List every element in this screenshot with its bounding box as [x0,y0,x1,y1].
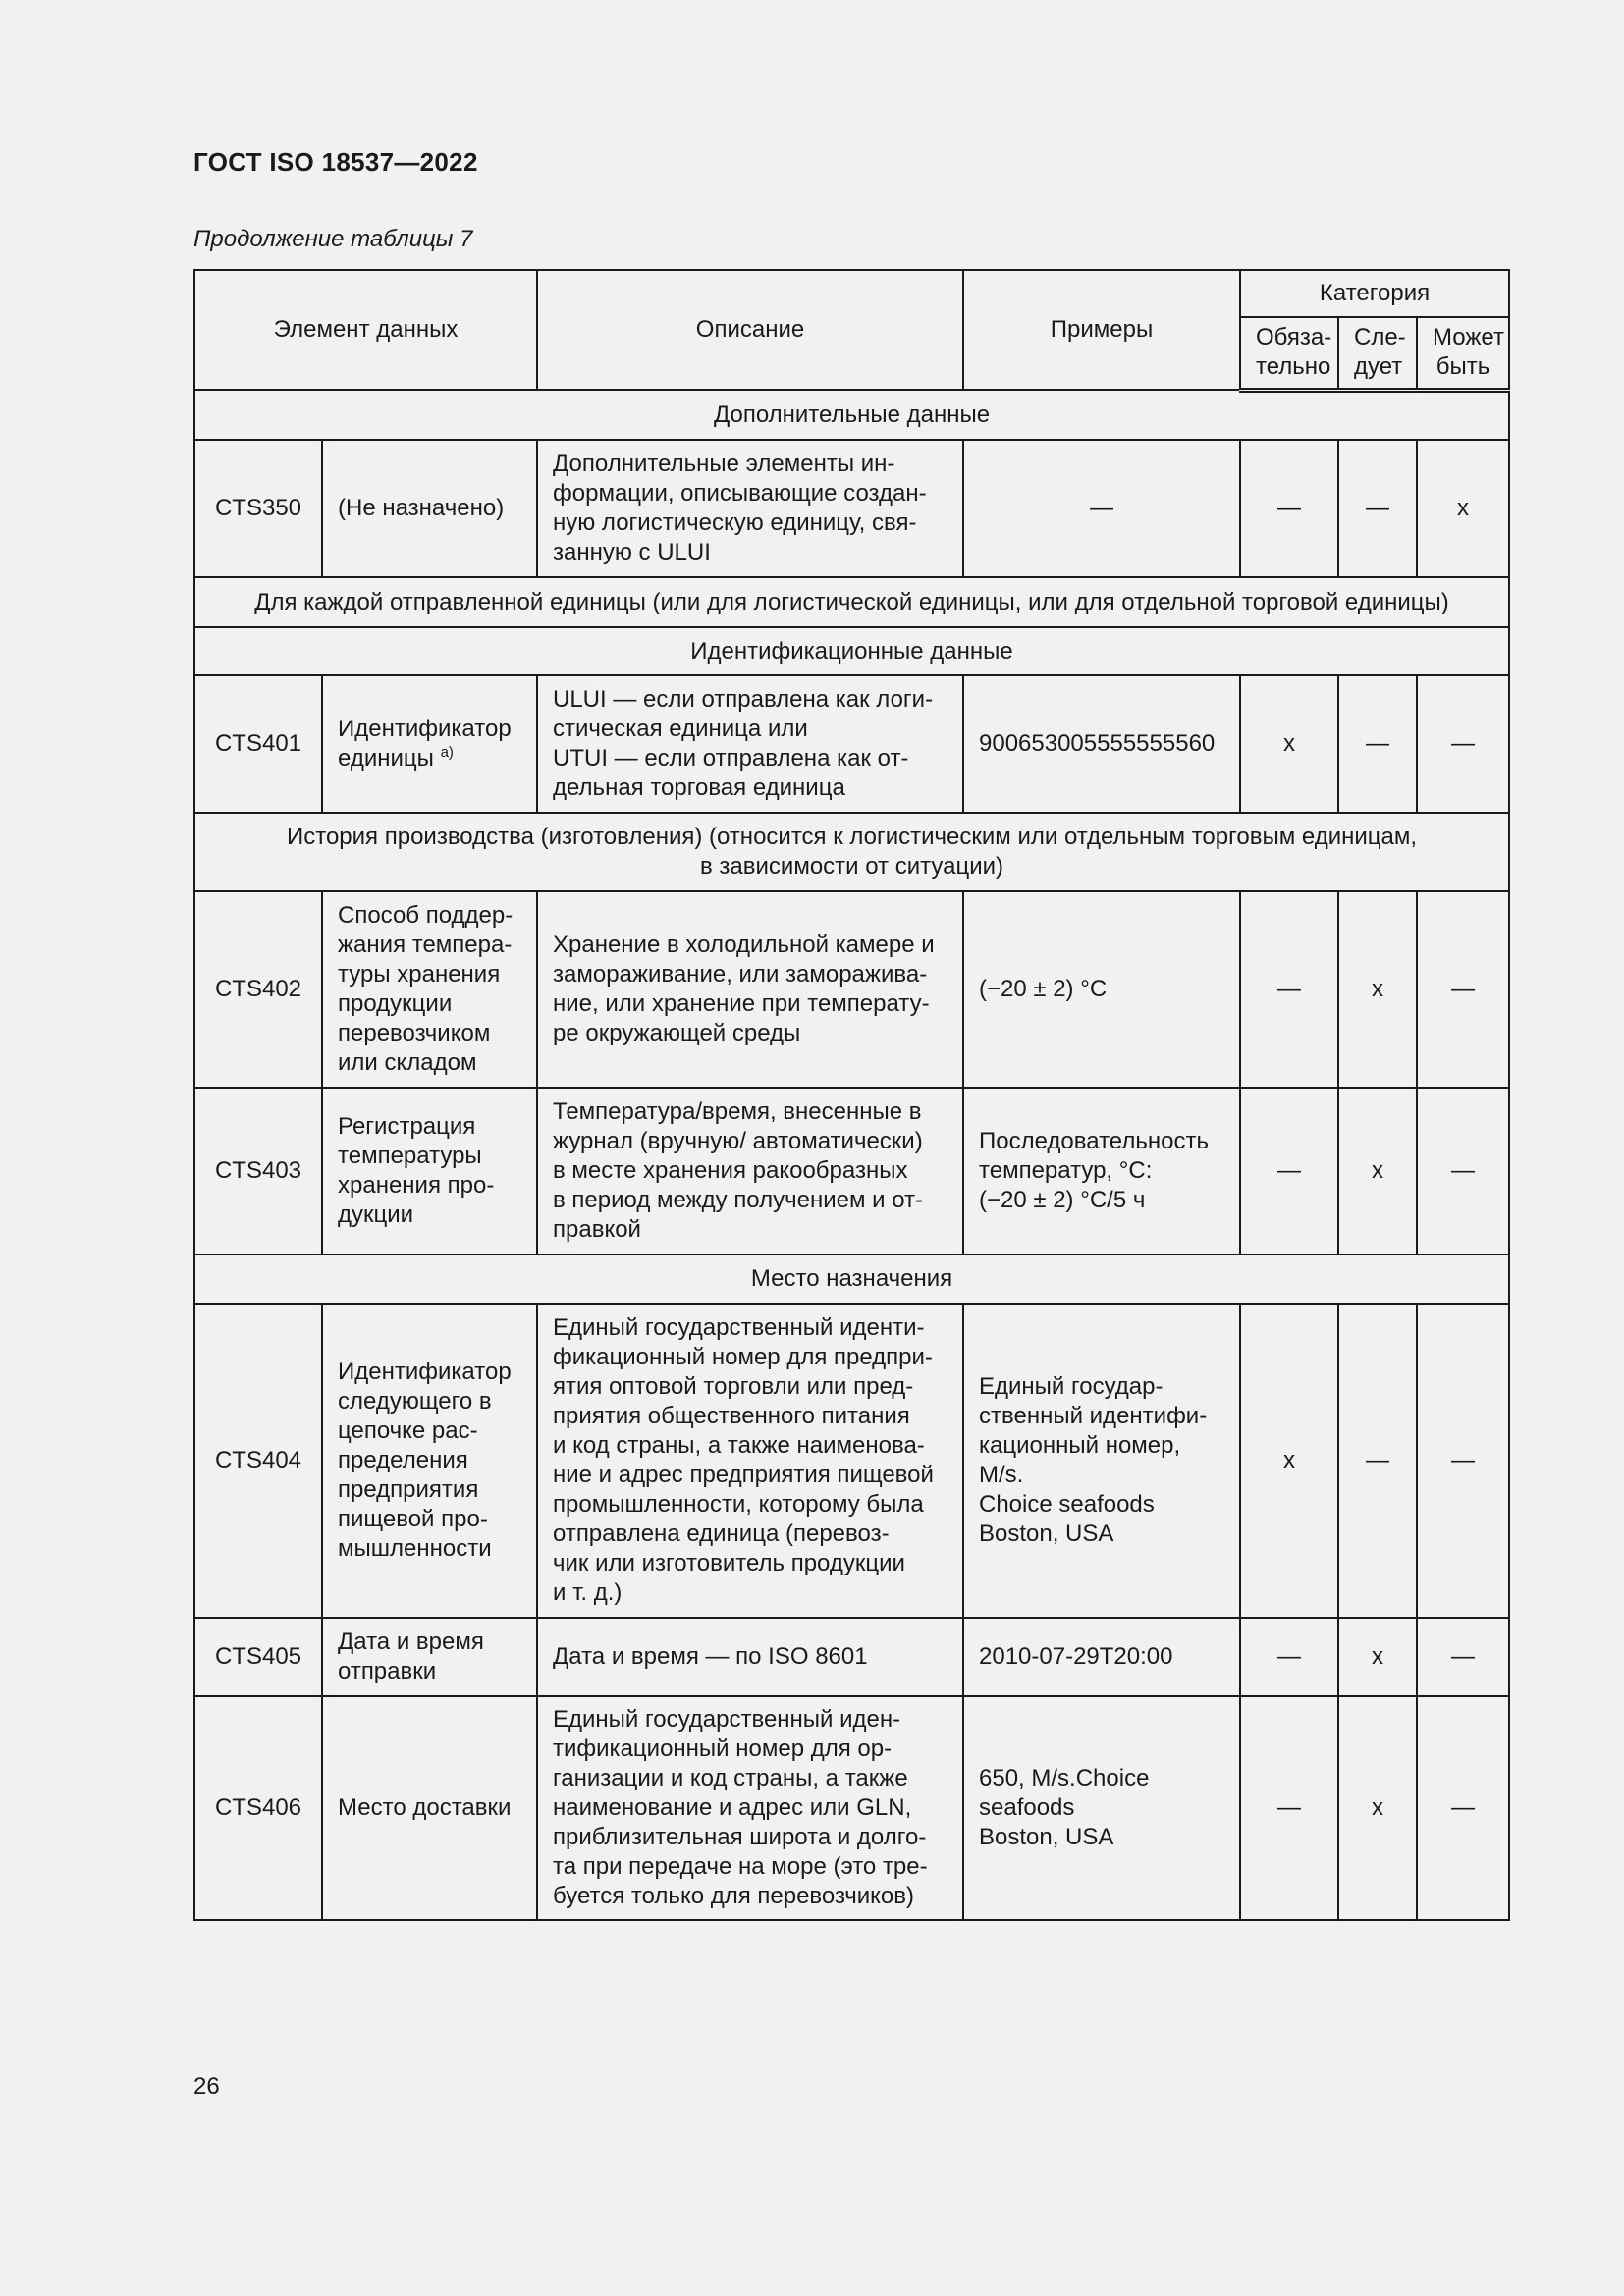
row-should: — [1338,440,1417,577]
row-should: x [1338,1696,1417,1920]
data-table [193,269,1510,1921]
section-production-history: История производства (изготовления) (относится к логистическим или отдельным торговым единицам, в зависимости от ситуации) [194,813,1509,891]
section-each-unit: Для каждой отправленной единицы (или для логистической единицы, или для отдельной торговой единицы) [194,577,1509,627]
row-code: CTS401 [194,675,322,813]
row-name: Место доставки [322,1696,537,1920]
row-must: — [1240,1088,1338,1255]
row-should: x [1338,1618,1417,1696]
table-row [194,1304,1509,1618]
row-code: CTS403 [194,1088,322,1255]
table-row [194,1088,1509,1255]
row-must: — [1240,1618,1338,1696]
table-caption: Продолжение таблицы 7 [193,226,473,252]
section-additional-data: Дополнительные данные [194,390,1509,440]
row-may: — [1417,675,1509,813]
row-name: Идентификатор единицы $^{а)}$ [322,675,537,813]
row-must: x [1240,1304,1338,1618]
row-example: 650, M/s.Choice seafoods Boston, USA [963,1696,1240,1920]
table-row [194,1618,1509,1696]
row-must: — [1240,440,1338,577]
row-example: 2010-07-29T20:00 [963,1618,1240,1696]
row-description: Температура/время, внесенные в журнал (вручную/ автоматически) в месте хранения ракообразных в период между получением и от- правкой [537,1088,963,1255]
header-cat-should: Сле- дует [1338,317,1417,390]
row-description: Дата и время — по ISO 8601 [537,1618,963,1696]
row-should: — [1338,675,1417,813]
row-must: x [1240,675,1338,813]
footnote-ref: а) [440,744,454,761]
row-code: CTS405 [194,1618,322,1696]
row-must: — [1240,891,1338,1088]
row-may: — [1417,1618,1509,1696]
table-row [194,1696,1509,1920]
row-name: Способ поддер- жания темпера- туры хранения продукции перевозчиком или складом [322,891,537,1088]
header-element: Элемент данных [194,270,537,390]
row-may: — [1417,1088,1509,1255]
row-should: x [1338,1088,1417,1255]
row-example: Последовательность температур, °C: (−20 ± 2) °C/5 ч [963,1088,1240,1255]
row-code: CTS404 [194,1304,322,1618]
section-identification: Идентификационные данные [194,627,1509,675]
header-cat-must: Обяза- тельно [1240,317,1338,390]
row-example: (−20 ± 2) °C [963,891,1240,1088]
row-code: CTS402 [194,891,322,1088]
row-name: Идентификатор следующего в цепочке рас- пределения предприятия пищевой про- мышленности [322,1304,537,1618]
row-example: — [963,440,1240,577]
header-examples: Примеры [963,270,1240,390]
table-row [194,891,1509,1088]
row-may: — [1417,891,1509,1088]
section-destination: Место назначения [194,1255,1509,1304]
row-example: Единый государ- ственный идентифи- кационный номер, M/s. Choice seafoods Boston, USA [963,1304,1240,1618]
row-should: x [1338,891,1417,1088]
row-name: (Не назначено) [322,440,537,577]
row-name: Дата и время отправки [322,1618,537,1696]
page-number: 26 [193,2073,220,2100]
row-name: Регистрация температуры хранения про- дукции [322,1088,537,1255]
row-description: Хранение в холодильной камере и замораживание, или заморажива- ние, или хранение при температу- ре окружающей среды [537,891,963,1088]
header-cat-may: Может быть [1417,317,1509,390]
row-may: — [1417,1696,1509,1920]
row-must: — [1240,1696,1338,1920]
table-row [194,675,1509,813]
table-row [194,440,1509,577]
row-description: ULUI — если отправлена как логи- стическая единица или UTUI — если отправлена как от- дельная торговая единица [537,675,963,813]
row-may: — [1417,1304,1509,1618]
row-description: Дополнительные элементы ин- формации, описывающие создан- ную логистическую единицу, свя- занную с ULUI [537,440,963,577]
row-example: 900653005555555560 [963,675,1240,813]
row-code: CTS350 [194,440,322,577]
row-description: Единый государственный иден- тификационный номер для ор- ганизации и код страны, а также наименование и адрес или GLN, приблизительная широта и долго- та при передаче на море (это тре- буется только для перевозчиков) [537,1696,963,1920]
row-code: CTS406 [194,1696,322,1920]
row-description: Единый государственный иденти- фикационный номер для предпри- ятия оптовой торговли или пред- приятия общественного питания и код страны, а также наименова- ние и адрес предприятия пищевой промышленности, которому была отправлена единица (перевоз- чик или изготовитель продукции и т. д.) [537,1304,963,1618]
row-may: x [1417,440,1509,577]
header-description: Описание [537,270,963,390]
row-should: — [1338,1304,1417,1618]
document-title: ГОСТ ISO 18537—2022 [193,147,478,177]
header-category: Категория [1240,270,1509,317]
